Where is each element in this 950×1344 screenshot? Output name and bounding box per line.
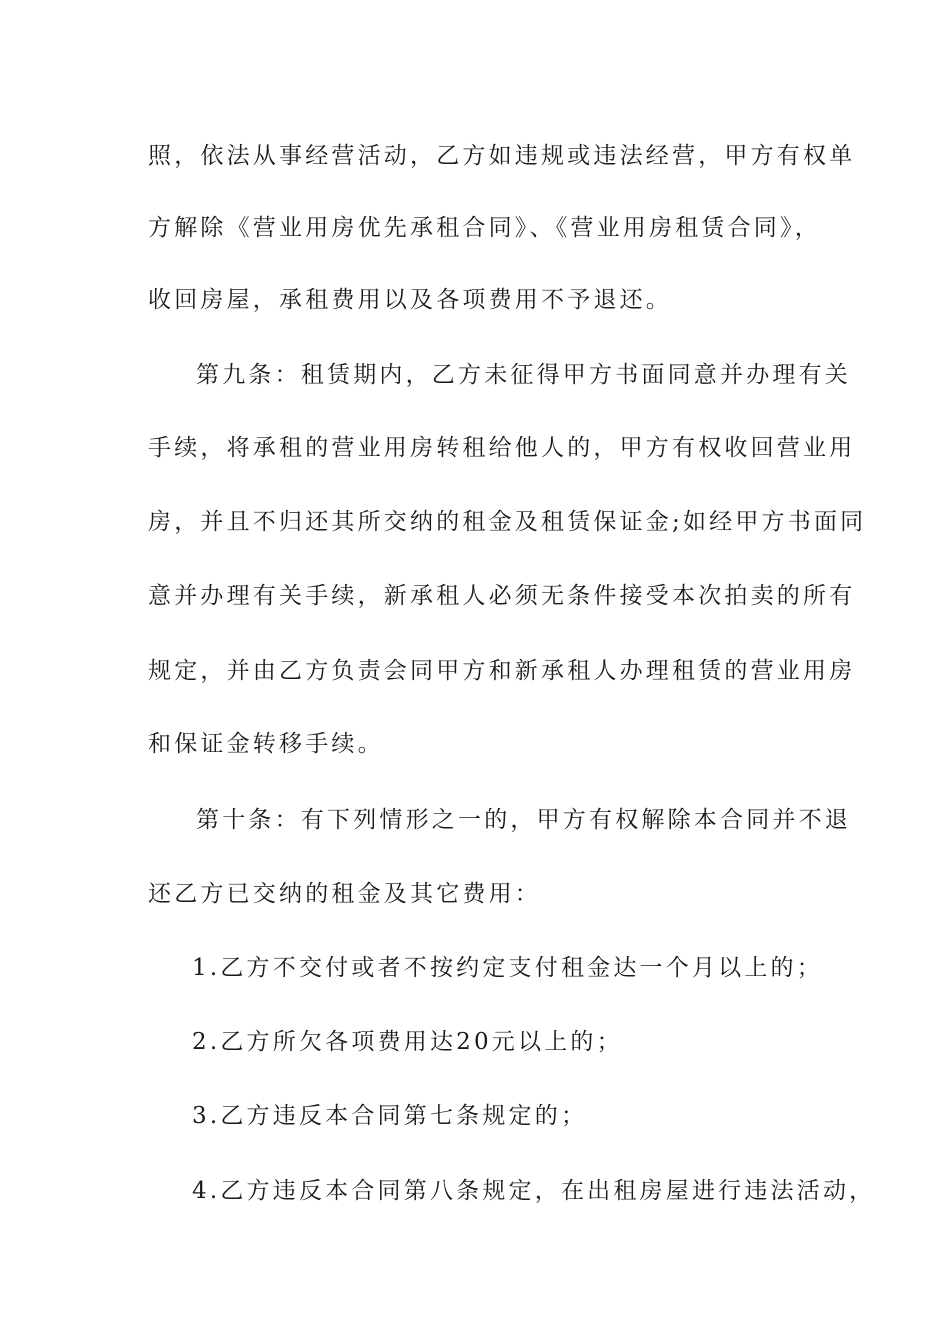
- text-line-3: 收回房屋，承租费用以及各项费用不予退还。: [148, 287, 672, 313]
- article-9-first-line: 第九条：租赁期内，乙方未征得甲方书面同意并办理有关: [196, 362, 851, 388]
- text-line-8: 规定，并由乙方负责会同甲方和新承租人办理租赁的营业用房: [148, 658, 856, 684]
- text-line-11: 还乙方已交纳的租金及其它费用：: [148, 881, 541, 907]
- list-item-2: 2.乙方所欠各项费用达20元以上的；: [192, 1029, 623, 1055]
- text-line-7: 意并办理有关手续，新承租人必须无条件接受本次拍卖的所有: [148, 583, 856, 609]
- text-line-9: 和保证金转移手续。: [148, 731, 384, 757]
- article-10-first-line: 第十条：有下列情形之一的，甲方有权解除本合同并不退: [196, 807, 851, 833]
- list-item-3: 3.乙方违反本合同第七条规定的；: [192, 1103, 588, 1129]
- text-line-6: 房，并且不归还其所交纳的租金及租赁保证金;如经甲方书面同: [148, 509, 867, 535]
- list-item-4: 4.乙方违反本合同第八条规定，在出租房屋进行违法活动，: [192, 1178, 876, 1204]
- list-item-1: 1.乙方不交付或者不按约定支付租金达一个月以上的；: [192, 955, 823, 981]
- text-line-5: 手续，将承租的营业用房转租给他人的，甲方有权收回营业用: [148, 435, 856, 461]
- text-line-1: 照，依法从事经营活动，乙方如违规或违法经营，甲方有权单: [148, 143, 856, 169]
- text-line-2: 方解除《营业用房优先承租合同》、《营业用房租赁合同》，: [148, 215, 821, 241]
